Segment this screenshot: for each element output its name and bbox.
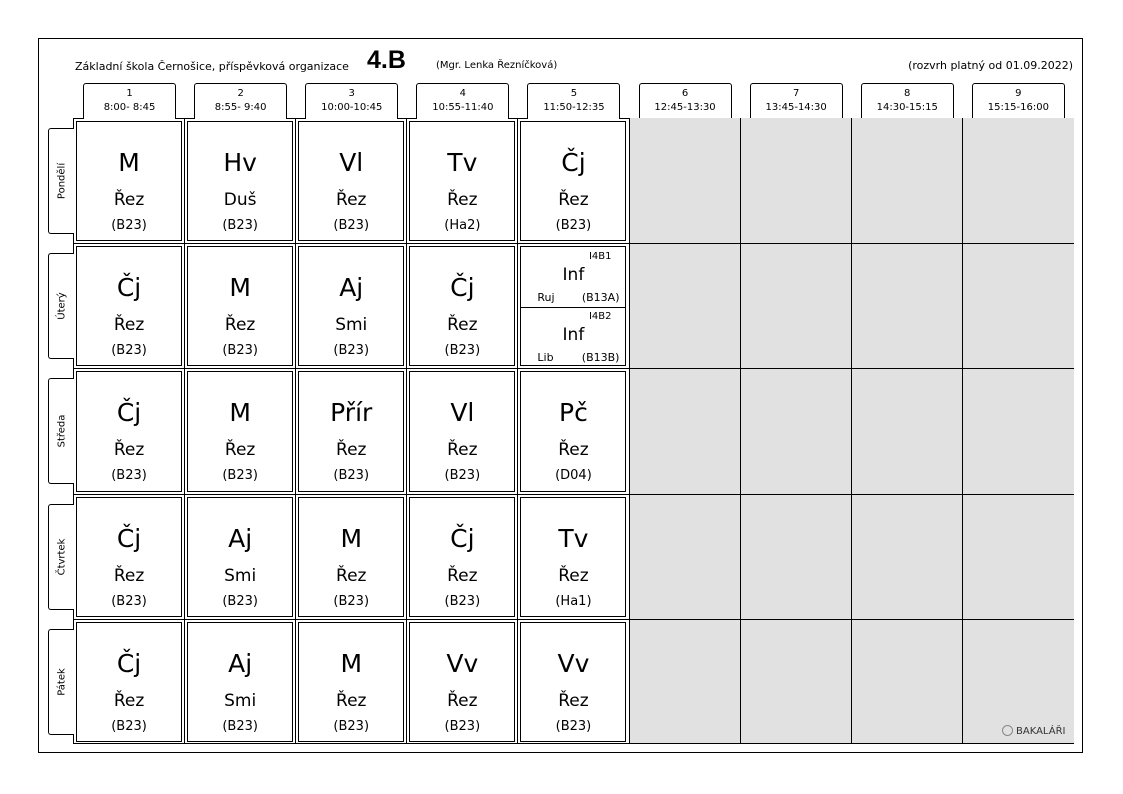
empty-slot xyxy=(962,118,1074,244)
lesson-subject: Čj xyxy=(116,648,142,678)
lesson-teacher: Řez xyxy=(447,440,478,461)
lesson-room: (B23) xyxy=(111,343,147,359)
empty-slot xyxy=(962,494,1074,620)
lesson-teacher: Lib xyxy=(537,351,554,365)
empty-slot xyxy=(740,243,852,369)
lesson-cell[interactable] xyxy=(298,622,404,742)
lesson-teacher: Řez xyxy=(113,190,145,210)
period-number: 6 xyxy=(681,88,689,99)
column-divider xyxy=(184,118,185,744)
lesson-teacher: Řez xyxy=(224,315,256,336)
period-number: 8 xyxy=(904,88,911,99)
column-divider xyxy=(851,118,852,744)
lesson-teacher: Řez xyxy=(558,565,589,586)
lesson-room: (B23) xyxy=(555,718,592,734)
empty-slot xyxy=(851,368,963,494)
lesson-room: (B23) xyxy=(333,718,370,734)
lesson-subject: Vl xyxy=(450,398,475,428)
class-teacher: (Mgr. Lenka Řezníčková) xyxy=(436,60,558,71)
period-header xyxy=(416,83,509,119)
period-header xyxy=(972,83,1065,119)
lesson-subject: M xyxy=(340,523,363,553)
lesson-teacher: Řez xyxy=(336,440,367,461)
lesson-room: (B23) xyxy=(111,718,147,734)
day-name: Čtvrtek xyxy=(56,538,67,575)
period-number: 2 xyxy=(237,88,244,99)
empty-slot xyxy=(740,619,852,744)
lesson-teacher: Řez xyxy=(447,565,478,586)
lesson-room: (B13A) xyxy=(581,291,620,305)
lesson-subject: M xyxy=(229,273,251,303)
day-label-tab xyxy=(48,378,74,484)
brand-mark xyxy=(1002,725,1065,737)
lesson-cell[interactable] xyxy=(409,497,515,617)
empty-slot xyxy=(740,118,852,244)
empty-slot xyxy=(629,243,741,369)
lesson-teacher: Smi xyxy=(335,315,368,336)
lesson-teacher: Smi xyxy=(224,565,257,586)
column-divider xyxy=(962,118,963,744)
lesson-teacher: Řez xyxy=(224,440,256,461)
lesson-teacher: Řez xyxy=(558,690,589,711)
row-divider xyxy=(73,619,1074,620)
lesson-cell[interactable] xyxy=(187,497,293,617)
lesson-subject: M xyxy=(229,398,251,428)
lesson-room: (B23) xyxy=(333,218,370,233)
lesson-subject: Pč xyxy=(559,398,588,428)
class-title: 4.B xyxy=(367,46,406,74)
lesson-cell[interactable] xyxy=(409,371,515,491)
column-divider xyxy=(406,118,407,744)
lesson-subject: Přír xyxy=(330,398,373,428)
lesson-subject: Aj xyxy=(339,273,364,303)
lesson-cell[interactable] xyxy=(187,246,293,366)
lesson-room: (B13B) xyxy=(581,351,620,365)
lesson-room: (B23) xyxy=(222,718,258,734)
empty-slot xyxy=(962,368,1074,494)
lesson-cell[interactable] xyxy=(298,246,404,366)
day-label-tab xyxy=(48,253,74,359)
split-lesson-cell[interactable] xyxy=(520,246,626,366)
lesson-cell[interactable] xyxy=(409,121,515,241)
day-name: Středa xyxy=(56,414,67,448)
lesson-room: (B23) xyxy=(333,468,370,484)
lesson-cell[interactable] xyxy=(520,622,626,742)
period-time: 13:45-14:30 xyxy=(765,102,827,113)
lesson-cell[interactable] xyxy=(520,371,626,491)
day-label-tab xyxy=(48,504,74,610)
school-name: Základní škola Černošice, příspěvková organizace xyxy=(75,60,349,73)
day-name: Pondělí xyxy=(56,162,67,200)
lesson-subject: Aj xyxy=(228,523,253,553)
lesson-subject: Čj xyxy=(116,523,142,553)
column-divider xyxy=(295,118,296,744)
lesson-subject: Čj xyxy=(116,398,142,428)
lesson-room: (Ha2) xyxy=(444,218,481,233)
period-header xyxy=(305,83,398,119)
lesson-subject: Inf xyxy=(562,265,585,286)
period-time: 10:55-11:40 xyxy=(432,102,494,113)
empty-slot xyxy=(629,368,741,494)
lesson-teacher: Řez xyxy=(113,690,145,711)
lesson-cell[interactable] xyxy=(76,371,182,491)
lesson-room: (B23) xyxy=(222,593,258,609)
row-divider xyxy=(73,494,1074,495)
empty-slot xyxy=(740,494,852,620)
column-divider xyxy=(740,118,741,744)
empty-slot xyxy=(629,619,741,744)
lesson-room: (B23) xyxy=(333,593,370,609)
lesson-cell[interactable] xyxy=(298,497,404,617)
lesson-subject: Čj xyxy=(561,148,586,177)
period-number: 3 xyxy=(348,88,355,99)
lesson-teacher: Řez xyxy=(447,190,478,210)
period-number: 9 xyxy=(1015,88,1022,99)
lesson-room: (B23) xyxy=(111,593,147,609)
lesson-subject: Čj xyxy=(450,523,475,553)
period-time: 12:45-13:30 xyxy=(654,102,716,113)
period-header xyxy=(861,83,954,119)
lesson-room: (B23) xyxy=(555,218,592,233)
lesson-teacher: Řez xyxy=(113,440,145,461)
period-time: 14:30-15:15 xyxy=(876,102,938,113)
period-time: 10:00-10:45 xyxy=(321,102,383,113)
bakalari-logo-icon xyxy=(1002,725,1013,736)
lesson-teacher: Řez xyxy=(336,565,367,586)
lesson-subject: Vv xyxy=(557,648,590,678)
period-header xyxy=(527,83,620,119)
lesson-cell[interactable] xyxy=(298,121,404,241)
lesson-room: (B23) xyxy=(111,468,147,484)
lesson-cell[interactable] xyxy=(187,121,293,241)
lesson-room: (B23) xyxy=(444,343,481,359)
lesson-subject: M xyxy=(118,148,140,177)
lesson-subject: Tv xyxy=(447,148,478,177)
period-header xyxy=(194,83,287,119)
lesson-room: (D04) xyxy=(555,468,592,484)
lesson-teacher: Řez xyxy=(558,440,589,461)
lesson-cell[interactable] xyxy=(76,622,182,742)
empty-slot xyxy=(629,118,741,244)
lesson-cell[interactable] xyxy=(187,371,293,491)
day-name: Pátek xyxy=(56,668,67,696)
period-time: 11:50-12:35 xyxy=(543,102,605,113)
period-number: 7 xyxy=(792,88,800,99)
lesson-cell[interactable] xyxy=(409,246,515,366)
empty-slot xyxy=(740,368,852,494)
row-divider xyxy=(73,243,1074,244)
lesson-cell[interactable] xyxy=(187,622,293,742)
lesson-teacher: Smi xyxy=(224,690,257,711)
lesson-subject: Tv xyxy=(558,523,589,553)
period-number: 1 xyxy=(126,88,133,99)
day-name: Úterý xyxy=(56,292,67,320)
lesson-room: (B23) xyxy=(444,468,481,484)
lesson-room: (B23) xyxy=(222,218,258,233)
lesson-cell[interactable] xyxy=(76,121,182,241)
group-lesson[interactable] xyxy=(521,247,625,308)
period-header xyxy=(639,83,732,119)
empty-slot xyxy=(851,243,963,369)
period-time: 8:55- 9:40 xyxy=(214,102,267,113)
lesson-room: (B23) xyxy=(444,593,481,609)
lesson-subject: M xyxy=(340,648,363,678)
lesson-cell[interactable] xyxy=(76,497,182,617)
day-label-tab xyxy=(48,629,74,735)
row-divider xyxy=(73,368,1074,369)
lesson-subject: Aj xyxy=(228,648,253,678)
lesson-subject: Vl xyxy=(339,148,364,177)
empty-slot xyxy=(629,494,741,620)
lesson-room: (B23) xyxy=(444,718,481,734)
lesson-room: (B23) xyxy=(111,218,147,233)
period-number: 5 xyxy=(570,88,578,99)
lesson-teacher: Řez xyxy=(336,190,367,210)
lesson-teacher: Řez xyxy=(113,315,145,336)
column-divider xyxy=(629,118,630,744)
lesson-subject: Čj xyxy=(116,273,142,303)
empty-slot xyxy=(851,619,963,744)
lesson-room: (B23) xyxy=(222,468,258,484)
lesson-teacher: Řez xyxy=(558,190,589,210)
period-header xyxy=(750,83,843,119)
lesson-subject: Vv xyxy=(446,648,479,678)
lesson-teacher: Duš xyxy=(223,190,257,210)
period-number: 4 xyxy=(459,88,467,99)
brand-label: BAKALÁŘI xyxy=(1016,726,1066,737)
lesson-teacher: Ruj xyxy=(537,291,555,305)
lesson-teacher: Řez xyxy=(336,690,367,711)
lesson-subject: Čj xyxy=(450,273,475,303)
empty-slot xyxy=(851,118,963,244)
group-code: I4B2 xyxy=(588,311,612,323)
lesson-cell[interactable] xyxy=(298,371,404,491)
lesson-room: (Ha1) xyxy=(555,593,592,609)
lesson-room: (B23) xyxy=(222,343,258,359)
lesson-subject: Inf xyxy=(562,325,585,346)
empty-slot xyxy=(851,494,963,620)
lesson-subject: Hv xyxy=(223,148,257,177)
group-lesson[interactable] xyxy=(521,307,625,367)
period-time: 8:00- 8:45 xyxy=(103,102,156,113)
group-code: I4B1 xyxy=(588,251,612,263)
lesson-cell[interactable] xyxy=(409,622,515,742)
lesson-teacher: Řez xyxy=(447,315,478,336)
lesson-teacher: Řez xyxy=(113,565,145,586)
column-divider xyxy=(517,118,518,744)
lesson-cell[interactable] xyxy=(520,121,626,241)
lesson-room: (B23) xyxy=(333,343,370,359)
period-header xyxy=(83,83,176,119)
lesson-teacher: Řez xyxy=(447,690,478,711)
empty-slot xyxy=(962,243,1074,369)
lesson-cell[interactable] xyxy=(76,246,182,366)
validity-note: (rozvrh platný od 01.09.2022) xyxy=(908,59,1073,72)
lesson-cell[interactable] xyxy=(520,497,626,617)
day-label-tab xyxy=(48,128,74,234)
period-time: 15:15-16:00 xyxy=(987,102,1049,113)
